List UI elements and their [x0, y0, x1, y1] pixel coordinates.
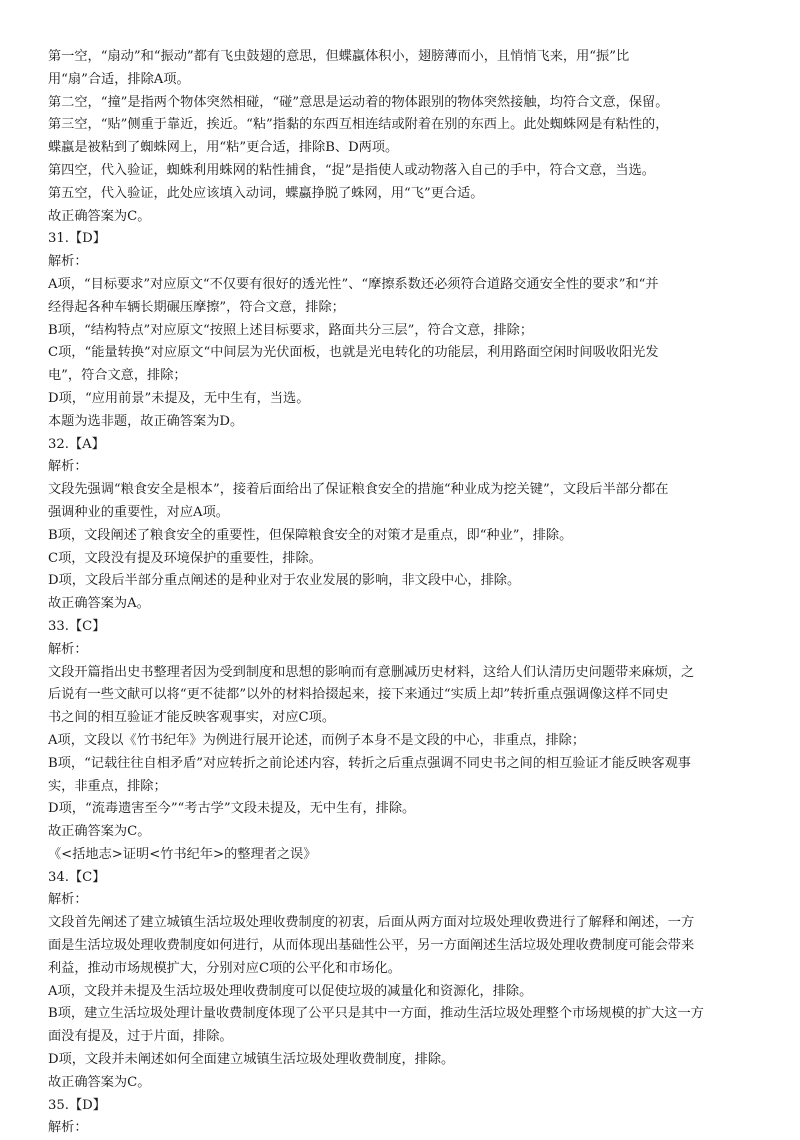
analysis-label: 解析：	[48, 641, 88, 657]
answer-line: 故正确答案为C。	[48, 1074, 151, 1090]
text-line: B项，“结构特点”对应原文“按照上述目标要求，路面共分三层”，符合文意，排除；	[48, 322, 534, 338]
text-line: 第三空，“贴”侧重于靠近，挨近。“粘”指黏的东西互相连结或附着在别的东西上。此处蜘蛛网是有粘性的，	[48, 117, 669, 133]
text-line: C项，文段没有提及环境保护的重要性，排除。	[48, 550, 322, 566]
text-line: 第五空，代入验证，此处应该填入动词，蝶蠃挣脱了蛛网，用“飞”更合适。	[48, 185, 484, 201]
text-line: 第四空，代入验证，蜘蛛利用蛛网的粘性捕食，“捉”是指使人或动物落入自己的手中，符合文意，当选。	[48, 162, 655, 178]
text-line: 面没有提及，过于片面，排除。	[48, 1029, 233, 1045]
question-number: 32.【A】	[48, 436, 105, 452]
text-line: C项，“能量转换”对应原文“中间层为光伏面板，也就是光电转化的功能层，利用路面空闲时间吸收阳光发	[48, 345, 659, 361]
text-line: B项，文段阐述了粮食安全的重要性，但保障粮食安全的对策才是重点，即“种业”，排除。	[48, 527, 573, 543]
text-line: 利益，推动市场规模扩大，分别对应C项的公平化和市场化。	[48, 960, 401, 976]
text-line: 强调种业的重要性，对应A项。	[48, 504, 229, 520]
analysis-label: 解析：	[48, 1120, 88, 1136]
answer-line: 故正确答案为C。	[48, 208, 151, 224]
answer-line: 故正确答案为A。	[48, 596, 150, 612]
answer-explanation-document	[48, 46, 760, 1140]
text-line: 实，非重点，排除；	[48, 778, 167, 794]
analysis-label: 解析：	[48, 892, 88, 908]
text-line: D项，“应用前景”未提及，无中生有，当选。	[48, 390, 310, 406]
text-line: 文段先强调“粮食安全是根本”，接着后面给出了保证粮食安全的措施“种业成为挖关键”，文段后半部分都在	[48, 482, 669, 498]
question-number: 33.【C】	[48, 618, 106, 634]
analysis-label: 解析：	[48, 254, 88, 270]
question-number: 34.【C】	[48, 869, 106, 885]
text-line: 文段首先阐述了建立城镇生活垃圾处理收费制度的初衷，后面从两方面对垃圾处理收费进行了解释和阐述，一方	[48, 915, 695, 931]
text-line: D项，文段后半部分重点阐述的是种业对于农业发展的影响，非文段中心，排除。	[48, 573, 521, 589]
analysis-label: 解析：	[48, 459, 88, 475]
text-line: A项，文段并未提及生活垃圾处理收费制度可以促使垃圾的减量化和资源化，排除。	[48, 983, 533, 999]
text-line: 后说有一些文献可以将“更不徒都”以外的材料拾掇起来，接下来通过“实质上却”转折重点强调像这样不同史	[48, 687, 669, 703]
answer-line: 本题为选非题，故正确答案为D。	[48, 413, 244, 429]
text-line: D项，文段并未阐述如何全面建立城镇生活垃圾处理收费制度，排除。	[48, 1052, 455, 1068]
text-line: 经得起各种车辆长期碾压摩擦”，符合文意，排除；	[48, 299, 345, 315]
text-line: B项，建立生活垃圾处理计量收费制度体现了公平只是其中一方面，推动生活垃圾处理整个市场规模的扩大这一方	[48, 1006, 704, 1022]
question-number: 31.【D】	[48, 231, 106, 247]
text-line: A项，文段以《竹书纪年》为例进行展开论述，而例子本身不是文段的中心，非重点，排除；	[48, 732, 586, 748]
text-line: 第二空，“撞”是指两个物体突然相碰，“碰”意思是运动着的物体跟别的物体突然接触，均符合文意，保留。	[48, 94, 669, 110]
question-number: 35.【D】	[48, 1097, 106, 1113]
text-line: 书之间的相互验证才能反映客观事实，对应C项。	[48, 710, 336, 726]
answer-line: 故正确答案为C。	[48, 824, 151, 840]
text-line: 文段开篇指出史书整理者因为受到制度和思想的影响而有意删减历史材料，这给人们认清历史问题带来麻烦，之	[48, 664, 695, 680]
text-line: 用“扇”合适，排除A项。	[48, 71, 190, 87]
source-title: 《<括地志>证明<竹书纪年>的整理者之误》	[48, 846, 317, 862]
text-line: 蝶蠃是被粘到了蜘蛛网上，用“粘”更合适，排除B、D两项。	[48, 140, 399, 156]
text-line: 第一空，“扇动”和“振动”都有飞虫鼓翅的意思，但蝶蠃体积小，翅膀薄而小，且悄悄飞来，用“振”比	[48, 49, 630, 64]
text-line: B项，“记载往往自相矛盾”对应转折之前论述内容，转折之后重点强调不同史书之间的相互验证才能反映客观事	[48, 755, 691, 771]
text-line: A项，“目标要求”对应原文“不仅要有很好的透光性”、“摩擦系数还必须符合道路交通安全性的要求”和“并	[48, 276, 659, 292]
text-line: 面是生活垃圾处理收费制度如何进行，从而体现出基础性公平，另一方面阐述生活垃圾处理收费制度可能会带来	[48, 938, 695, 954]
text-line: 电”，符合文意，排除；	[48, 368, 187, 384]
text-line: D项，“流毒遗害至今”“考古学”文段未提及，无中生有，排除。	[48, 801, 416, 817]
